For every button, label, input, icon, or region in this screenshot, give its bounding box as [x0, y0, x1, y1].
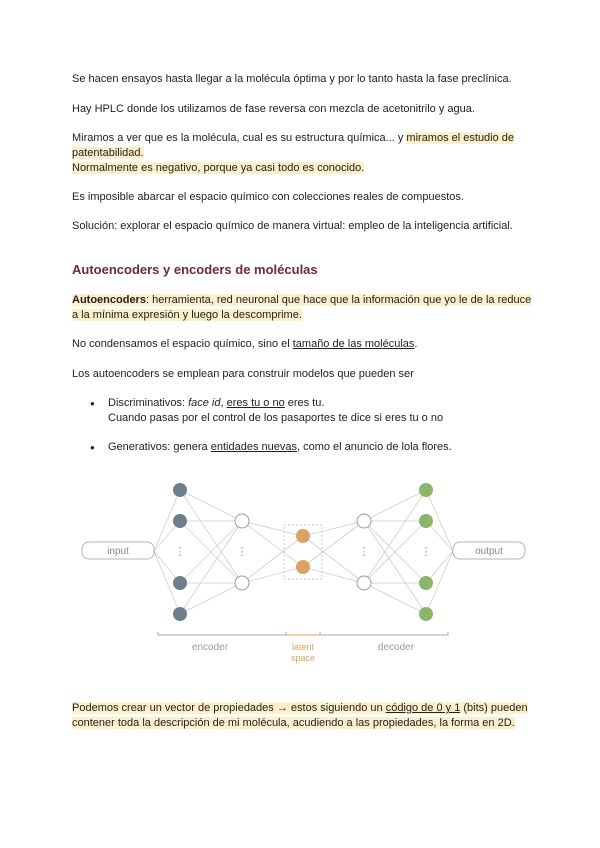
encoder-hidden-node — [235, 514, 249, 528]
input-layer-node — [173, 576, 187, 590]
paragraph-condense — [72, 337, 532, 352]
output-layer-node — [419, 576, 433, 590]
molecule-size-underlined: tamaño de las moléculas — [292, 338, 415, 350]
paragraph-structure — [72, 131, 532, 176]
network-edge — [180, 521, 242, 614]
binary-code-underlined: código de 0 y 1 — [385, 702, 461, 714]
decoder-hidden-node — [357, 514, 371, 528]
disc-end: eres tu. — [284, 397, 325, 409]
paragraph-preclinical: Se hacen ensayos hasta llegar a la molécula óptima y por lo tanto hasta la fase preclínica. — [72, 73, 512, 85]
ellipsis-left: ⋮ — [174, 546, 186, 558]
autoencoders-term: Autoencoders — [72, 294, 146, 306]
input-layer-node — [173, 607, 187, 621]
condense-text: No condensamos el espacio químico, sino el — [72, 338, 293, 350]
face-id-italic: face id — [188, 397, 221, 409]
output-layer-node — [419, 607, 433, 621]
ellipsis-right: ⋮ — [420, 546, 432, 558]
input-layer-node — [173, 483, 187, 497]
input-label: input — [107, 546, 129, 557]
encoder-hidden-node — [235, 576, 249, 590]
patent-highlight: miramos el estudio de patentabilidad. — [72, 132, 515, 159]
network-edge — [364, 521, 426, 614]
network-nodes — [173, 483, 433, 621]
network-edge — [364, 490, 426, 521]
network-edge — [303, 521, 364, 567]
structure-text: Miramos a ver que es la molécula, cual es su estructura química... y — [72, 132, 407, 144]
negative-highlight: Normalmente es negativo, porque ya casi todo es conocido. — [72, 162, 365, 174]
network-edge — [180, 583, 242, 614]
model-types-list — [72, 396, 548, 426]
gen-label: Generativos: genera — [108, 441, 211, 453]
paragraph-hplc: Hay HPLC donde los utilizamos de fase reversa con mezcla de acetonitrilo y agua. — [72, 103, 475, 115]
autoencoders-definition: : herramienta, red neuronal que hace que la información que yo le de la reduce a la mínima expresión y luego la descomprime. — [72, 294, 532, 321]
latent-node — [296, 560, 310, 574]
encoder-label: encoder — [191, 642, 229, 653]
list-item-generative — [108, 440, 548, 455]
paragraph-autoencoders — [72, 293, 532, 323]
network-edge — [180, 490, 242, 583]
network-edge — [242, 567, 303, 583]
disc-comma: , — [220, 397, 227, 409]
list-item-discriminative — [108, 396, 548, 426]
decoder-label: decoder — [377, 642, 415, 653]
network-edges — [154, 490, 453, 614]
autoencoder-diagram — [72, 474, 532, 670]
output-label: output — [475, 546, 503, 557]
network-edge — [364, 490, 426, 583]
network-edge — [364, 583, 426, 614]
network-edge — [242, 521, 303, 567]
latent-node — [296, 529, 310, 543]
section-heading: Autoencoders y encoders de moléculas — [72, 262, 318, 277]
output-layer-node — [419, 514, 433, 528]
latent-bracket — [286, 632, 320, 635]
network-edge — [242, 521, 303, 536]
decoder-bracket — [320, 632, 448, 635]
paragraph-solution: Solución: explorar el espacio químico de manera virtual: empleo de la inteligencia artificial. — [72, 220, 513, 232]
gen-end: , como el anuncio de lola flores. — [296, 441, 452, 453]
decoder-hidden-node — [357, 576, 371, 590]
network-edge — [242, 536, 303, 583]
ellipsis-mid-right: ⋮ — [358, 546, 370, 558]
ellipsis-mid-left: ⋮ — [236, 546, 248, 558]
paragraph-chemical-space: Es imposible abarcar el espacio químico con colecciones reales de compuestos. — [72, 191, 464, 203]
final-end: (bits) pueden contener toda la descripción de mi molécula, acudiendo a las propiedades, la forma en 2D. — [72, 702, 528, 729]
disc-line2: Cuando pasas por el control de los pasaportes te dice si eres tu o no — [108, 412, 444, 424]
final-text: Podemos crear un vector de propiedades → estos siguiendo un — [72, 702, 386, 714]
latent-label-2: space — [290, 653, 316, 663]
condense-end: . — [414, 338, 418, 350]
eres-tu-underlined: eres tu o no — [226, 397, 285, 409]
network-edge — [303, 567, 364, 583]
latent-label-1: latent — [291, 642, 315, 652]
new-entities-underlined: entidades nuevas — [210, 441, 297, 453]
paragraph-models-intro: Los autoencoders se emplean para construir modelos que pueden ser — [72, 368, 414, 380]
network-edge — [303, 536, 364, 583]
model-types-list-2 — [72, 440, 548, 455]
input-layer-node — [173, 514, 187, 528]
encoder-bracket — [158, 632, 286, 635]
output-layer-node — [419, 483, 433, 497]
network-edge — [303, 521, 364, 536]
disc-label: Discriminativos: — [108, 397, 189, 409]
network-edge — [180, 490, 242, 521]
paragraph-final — [72, 701, 532, 731]
